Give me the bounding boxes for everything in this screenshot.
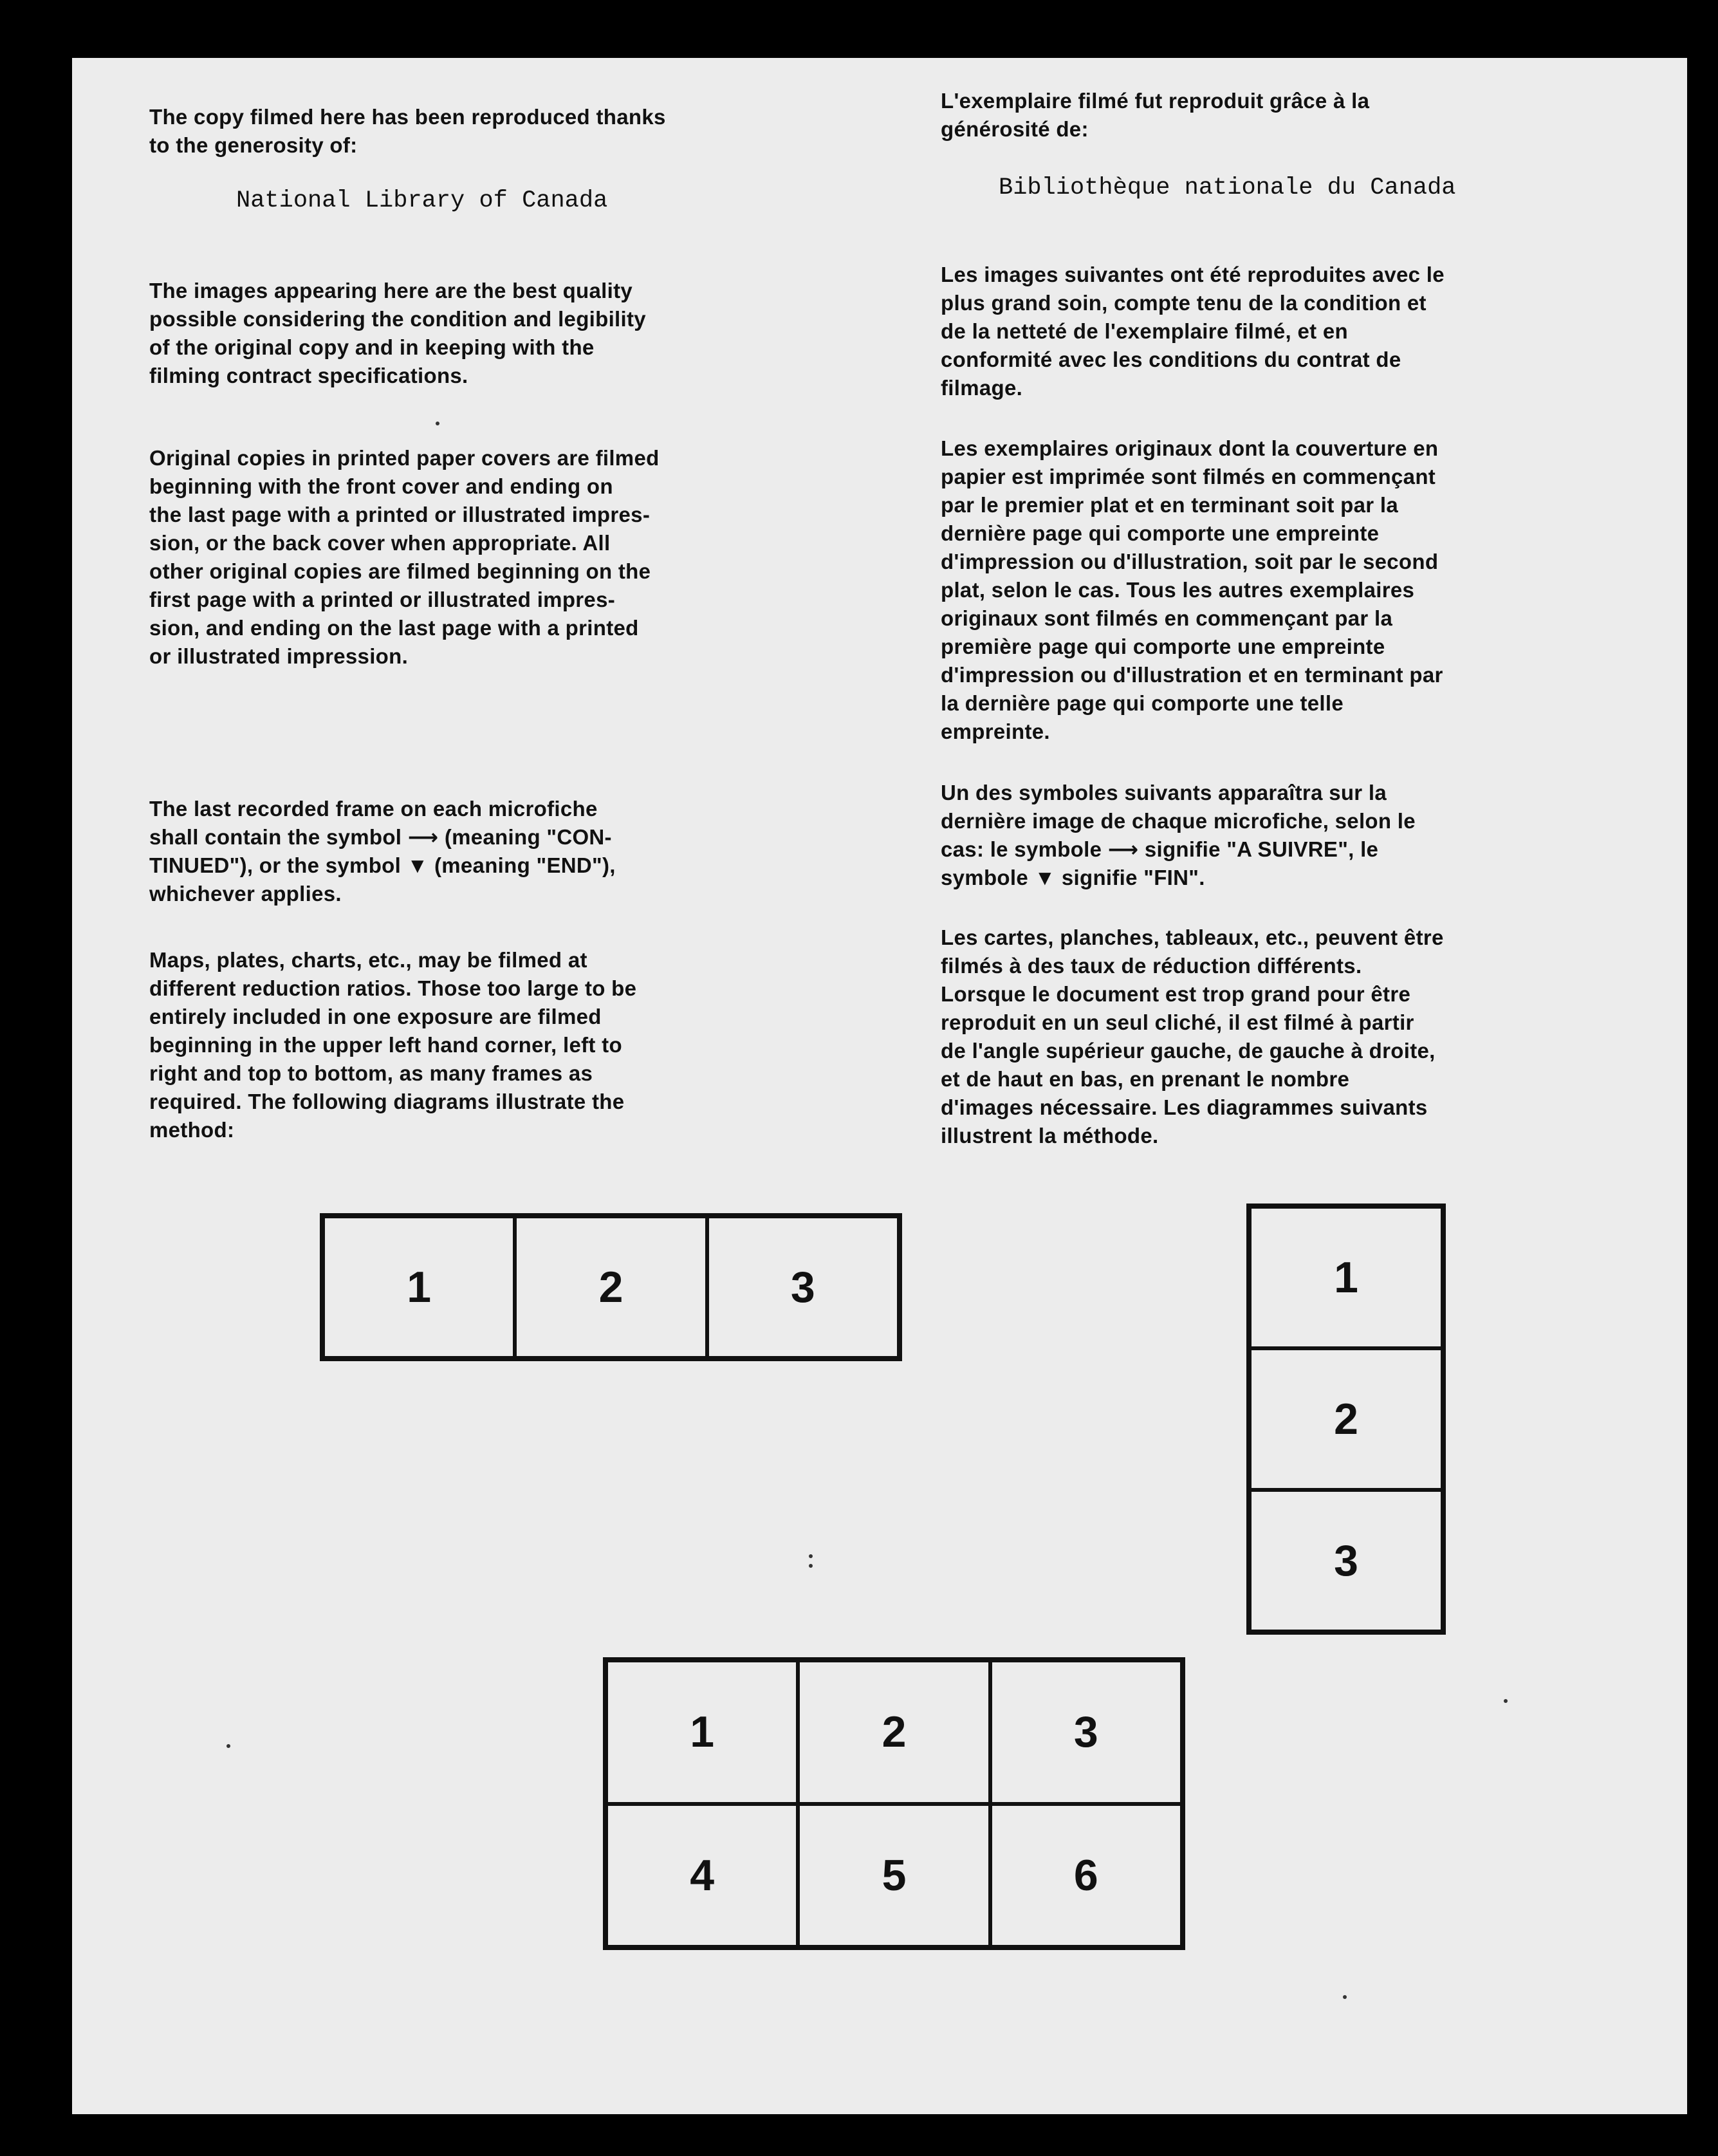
dust-speck (1343, 1995, 1347, 1999)
frame-cell: 3 (1250, 1490, 1443, 1631)
french-maps-note: Les cartes, planches, tableaux, etc., peuvent être filmés à des taux de réduction différents. Lorsque le document est trop grand pour être reproduit en un seul cliché, il est filmé à partir de l'angle supérieur gauche, de gauche à droite, et de haut en bas, en prenant le nombre d'images nécessaire. Les diagrammes suivants illustrent la méthode. (941, 925, 1444, 1148)
frame-cell: 6 (990, 1804, 1182, 1947)
english-maps-note: Maps, plates, charts, etc., may be filmed at different reduction ratios. Those too large to be entirely included in one exposure are filmed beginning in the upper left hand corner, left to right and top to bottom, as many frames as required. The following diagrams illustrate the method: (149, 948, 637, 1142)
grid-frame-diagram (603, 1657, 1185, 1950)
frame-cell: 2 (1250, 1348, 1443, 1490)
frame-cell: 5 (798, 1804, 990, 1947)
dust-speck (809, 1564, 813, 1568)
frame-cell: 3 (707, 1216, 899, 1358)
horizontal-frame-diagram (320, 1213, 902, 1361)
vertical-frame-diagram (1246, 1203, 1446, 1635)
english-quality-note: The images appearing here are the best quality possible considering the condition and legibility of the original copy and in keeping with the filming contract specifications. (149, 279, 646, 387)
dust-speck (436, 422, 439, 425)
english-last-frame-note: The last recorded frame on each microfiche shall contain the symbol ⟶ (meaning "CON- TINUED"), or the symbol ▼ (meaning "END"), whichever applies. (149, 797, 616, 906)
dust-speck (1504, 1699, 1508, 1703)
frame-cell: 1 (1250, 1207, 1443, 1348)
french-institution: Bibliothèque nationale du Canada (999, 174, 1456, 201)
frame-cell: 4 (606, 1804, 798, 1947)
dust-speck (226, 1744, 230, 1748)
english-institution: National Library of Canada (236, 187, 608, 214)
french-last-frame-note: Un des symboles suivants apparaîtra sur la dernière image de chaque microfiche, selon le cas: le symbole ⟶ signifie "A SUIVRE", le symbole ▼ signifie "FIN". (941, 781, 1416, 889)
frame-cell: 2 (515, 1216, 707, 1358)
microfiche-target-page (72, 58, 1687, 2114)
french-quality-note: Les images suivantes ont été reproduites avec le plus grand soin, compte tenu de la condition et de la netteté de l'exemplaire filmé, et en conformité avec les conditions du contrat de filmage. (941, 263, 1445, 400)
dust-speck (809, 1554, 813, 1558)
french-acknowledgement: L'exemplaire filmé fut reproduit grâce à la générosité de: (941, 89, 1370, 141)
english-acknowledgement: The copy filmed here has been reproduced thanks to the generosity of: (149, 105, 666, 157)
english-original-copies-note: Original copies in printed paper covers are filmed beginning with the front cover and ending on the last page with a printed or illustrated impres- sion, or the back cover when appropriate. All other original copies are filmed beginning on the first page with a printed or illustrated impres- sion, and ending on the last page with a printed or illustrated impression. (149, 446, 660, 668)
frame-cell: 1 (323, 1216, 515, 1358)
frame-cell: 1 (606, 1660, 798, 1804)
french-original-copies-note: Les exemplaires originaux dont la couverture en papier est imprimée sont filmés en commençant par le premier plat et en terminant soit par la dernière page qui comporte une empreinte d'impression ou d'illustration, soit par le second plat, selon le cas. Tous les autres exemplaires originaux sont filmés en commençant par la première page qui comporte une empreinte d'impression ou d'illustration et en terminant par la dernière page qui comporte une telle empreinte. (941, 436, 1443, 743)
frame-cell: 3 (990, 1660, 1182, 1804)
frame-cell: 2 (798, 1660, 990, 1804)
